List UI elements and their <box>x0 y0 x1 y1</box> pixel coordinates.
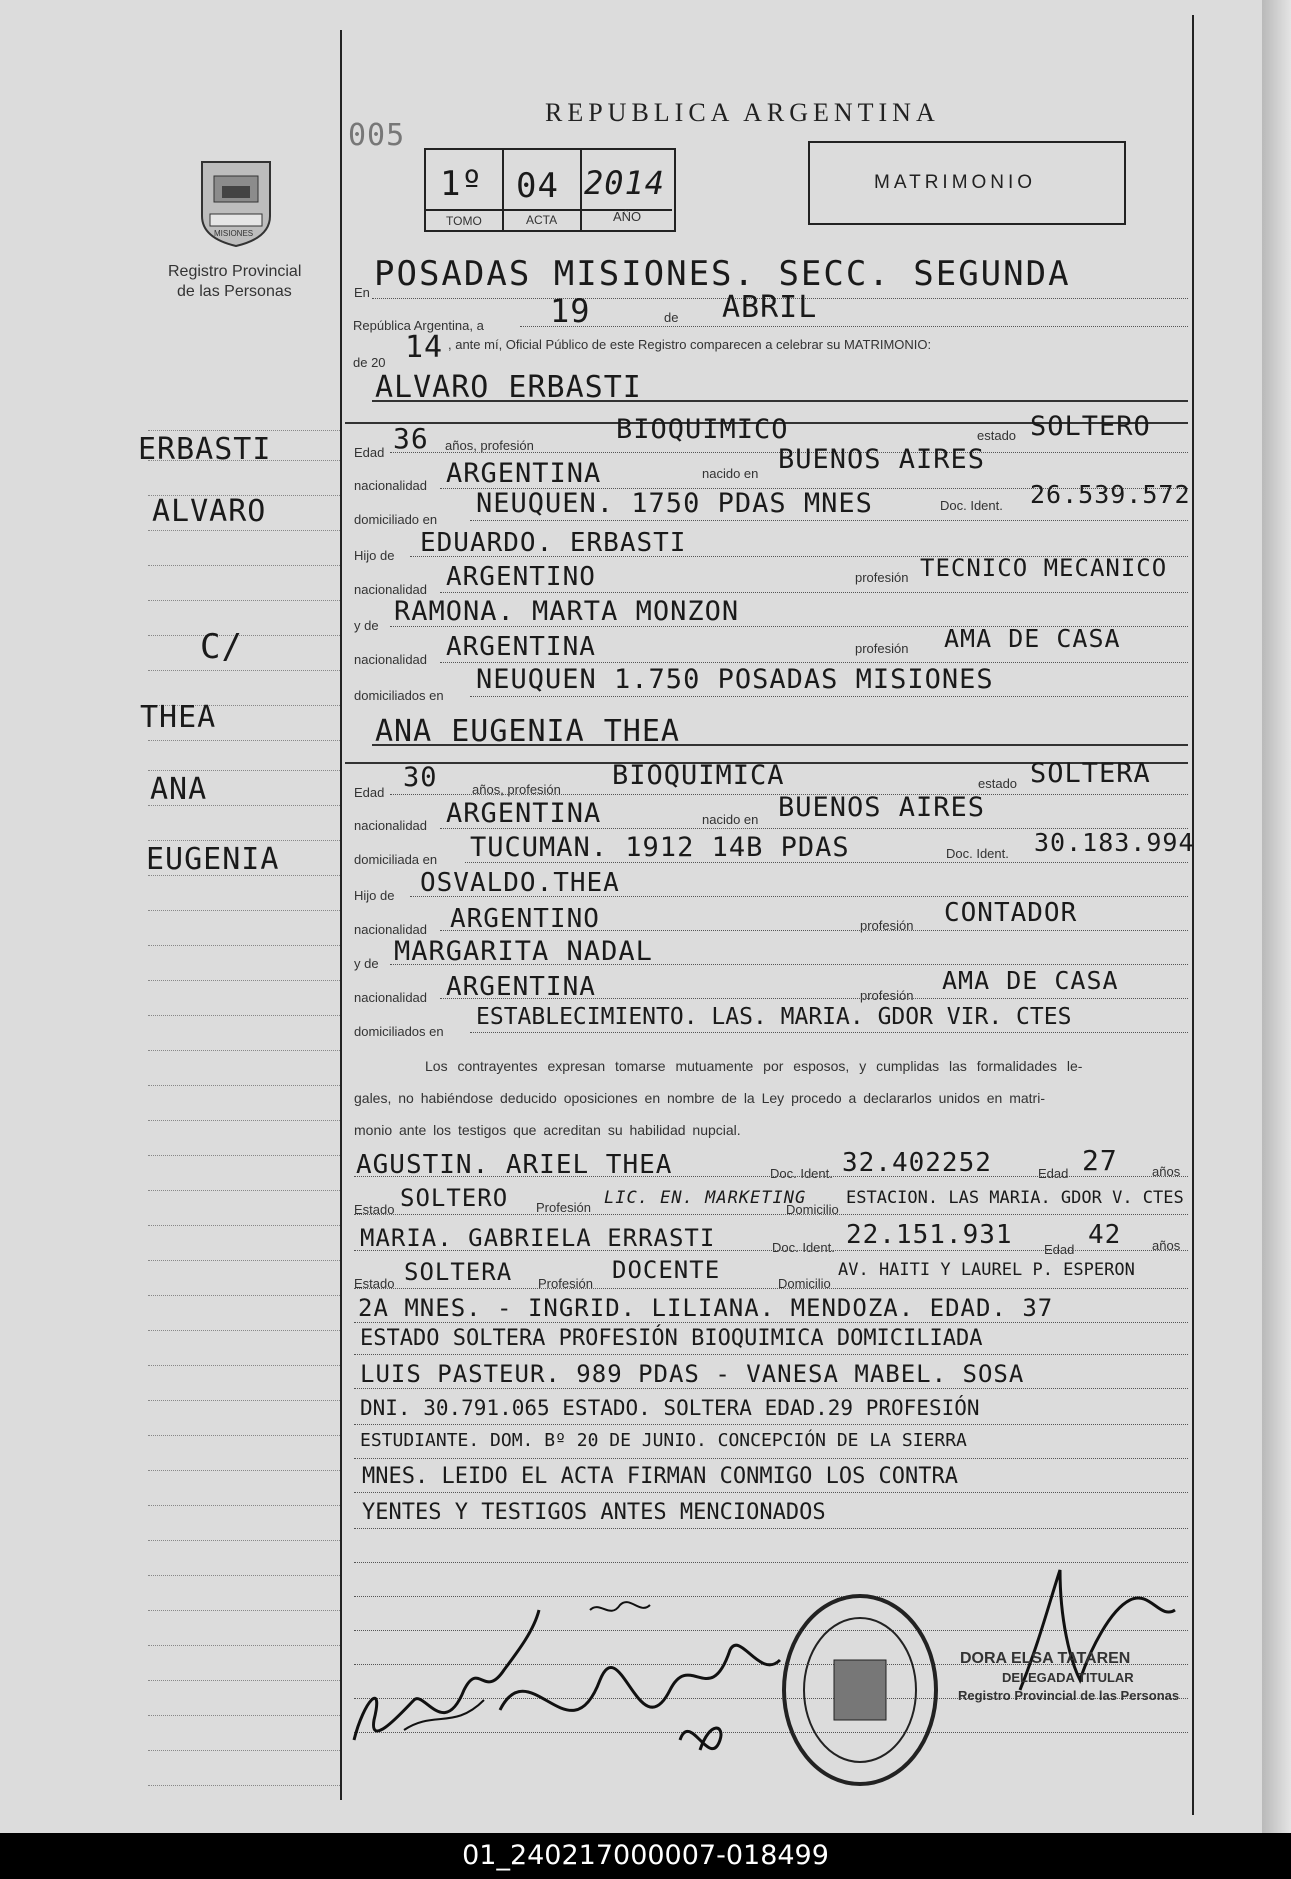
groom-profesion-label: años, profesión <box>445 438 534 453</box>
acta-box-divider <box>502 150 504 230</box>
bride-nacido-label: nacido en <box>702 812 759 827</box>
bride-profesion: BIOQUIMICA <box>612 760 785 791</box>
registry-name-line2: de las Personas <box>177 283 292 300</box>
groom-parents-dom-line <box>470 696 1188 697</box>
bride-mother: MARGARITA NADAL <box>394 936 653 967</box>
continuation-line: YENTES Y TESTIGOS ANTES MENCIONADOS <box>362 1500 826 1525</box>
registry-seal-icon <box>780 1590 940 1790</box>
anio-label: AÑO <box>613 209 642 224</box>
margin-line <box>148 1470 340 1471</box>
margin-line <box>148 1715 340 1716</box>
official-name: DORA ELSA TATAREN <box>960 1650 1131 1667</box>
groom-father-label: Hijo de <box>354 548 395 563</box>
bride-father: OSVALDO.THEA <box>420 868 620 898</box>
witness-2-name: MARIA. GABRIELA ERRASTI <box>360 1224 716 1252</box>
year-suffix: , ante mí, Oficial Público de este Registro comparecen a celebrar su MATRIMONIO: <box>448 337 932 352</box>
bride-father-prof-label: profesión <box>860 918 914 933</box>
groom-nac-label: nacionalidad <box>354 478 428 493</box>
bride-edad-label: Edad <box>354 785 385 800</box>
bride-nac-label: nacionalidad <box>354 818 428 833</box>
margin-line <box>148 1330 340 1331</box>
margin-line <box>148 1155 340 1156</box>
margin-line <box>148 980 340 981</box>
witness-1-domicilio: ESTACION. LAS MARIA. GDOR V. CTES <box>846 1188 1184 1208</box>
bride-name-line <box>372 744 1188 746</box>
groom-mother-nac-label: nacionalidad <box>354 652 428 667</box>
groom-father-nac-line <box>440 592 1188 593</box>
margin-surname-2: THEA <box>140 700 217 735</box>
groom-father-prof: TECNICO MECANICO <box>920 554 1168 582</box>
bride-father-label: Hijo de <box>354 888 395 903</box>
margin-line <box>148 1050 340 1051</box>
margin-line <box>148 840 340 841</box>
margin-line <box>148 565 340 566</box>
witness-2-prof-label: Profesión <box>538 1276 593 1291</box>
continuation-line: 2A MNES. - INGRID. LILIANA. MENDOZA. EDAD. 37 <box>358 1294 1054 1322</box>
witness-2-estado: SOLTERA <box>404 1258 513 1286</box>
crest-text: MISIONES <box>214 229 254 238</box>
groom-father-prof-label: profesión <box>855 570 909 585</box>
margin-line <box>148 1645 340 1646</box>
margin-line <box>148 1540 340 1541</box>
margin-line <box>148 1680 340 1681</box>
bride-nacionalidad: ARGENTINA <box>446 798 602 829</box>
groom-estado-label: estado <box>977 428 1017 443</box>
bride-profesion-label: años, profesión <box>472 782 561 797</box>
continuation-rule <box>354 1388 1188 1389</box>
margin-line <box>148 1295 340 1296</box>
acta-box-divider <box>580 150 582 230</box>
continuation-rule <box>354 1322 1188 1323</box>
margin-line <box>148 1260 340 1261</box>
groom-father: EDUARDO. ERBASTI <box>420 528 687 558</box>
bride-parents-dom: ESTABLECIMIENTO. LAS. MARIA. GDOR VIR. CTES <box>476 1004 1072 1030</box>
continuation-line: ESTADO SOLTERA PROFESIÓN BIOQUIMICA DOMICILIADA <box>360 1326 983 1351</box>
tomo-value: 1º <box>440 164 483 204</box>
margin-line <box>148 1015 340 1016</box>
bride-estado: SOLTERA <box>1030 758 1151 789</box>
margin-line <box>148 910 340 911</box>
margin-line <box>148 670 340 671</box>
margin-line <box>148 1785 340 1786</box>
margin-name-1: ALVARO <box>152 494 267 529</box>
witness-1-doc: 32.402252 <box>842 1148 992 1178</box>
margin-line <box>148 740 340 741</box>
groom-estado: SOLTERO <box>1030 411 1151 442</box>
left-page-border <box>340 30 342 1800</box>
groom-dom-line <box>470 520 1188 521</box>
margin-line <box>148 945 340 946</box>
margin-line <box>148 1505 340 1506</box>
page-edge <box>1262 0 1291 1833</box>
bride-mother-prof: AMA DE CASA <box>942 966 1119 995</box>
margin-line <box>148 1225 340 1226</box>
margin-line <box>148 1575 340 1576</box>
bride-mother-label: y de <box>354 956 379 971</box>
groom-parents-dom: NEUQUEN 1.750 POSADAS MISIONES <box>476 664 994 695</box>
groom-parents-dom-label: domiciliados en <box>354 688 444 703</box>
bride-doc: 30.183.994 <box>1034 828 1195 857</box>
continuation-rule <box>354 1492 1188 1493</box>
bride-edad: 30 <box>403 762 438 793</box>
margin-line <box>148 430 340 431</box>
continuation-rule <box>354 1528 1188 1529</box>
bride-mother-nac: ARGENTINA <box>446 972 596 1002</box>
acta-value: 04 <box>516 166 559 206</box>
groom-father-nac: ARGENTINO <box>446 562 596 592</box>
groom-mother-nac-line <box>440 662 1188 663</box>
bride-father-nac: ARGENTINO <box>450 904 600 934</box>
witness-2-line <box>354 1250 1188 1251</box>
bride-father-nac-line <box>440 930 1188 931</box>
witness-2-estado-label: Estado <box>354 1276 395 1291</box>
groom-edad: 36 <box>393 422 429 455</box>
de-label: de <box>664 310 679 325</box>
official-org: Registro Provincial de las Personas <box>958 1688 1180 1703</box>
month: ABRIL <box>722 290 818 325</box>
margin-line <box>148 600 340 601</box>
groom-profesion: BIOQUIMICO <box>616 414 789 445</box>
bride-dom-label: domiciliada en <box>354 852 438 867</box>
bride-estado-label: estado <box>978 776 1018 791</box>
groom-mother-nac: ARGENTINA <box>446 632 596 662</box>
witness-1-line-2 <box>354 1214 1188 1215</box>
anio-value: 2014 <box>584 164 666 202</box>
continuation-rule <box>354 1424 1188 1425</box>
witness-2-dom-label: Domicilio <box>778 1276 831 1291</box>
groom-mother: RAMONA. MARTA MONZON <box>394 596 740 627</box>
witness-2-edad-label: Edad <box>1044 1242 1075 1257</box>
groom-nacido-label: nacido en <box>702 466 759 481</box>
place: POSADAS MISIONES. SECC. SEGUNDA <box>374 254 1071 294</box>
margin-line <box>148 1610 340 1611</box>
witness-1-dom-label: Domicilio <box>786 1202 839 1217</box>
margin-name-2b: EUGENIA <box>146 842 280 877</box>
witness-1-estado-label: Estado <box>354 1202 395 1217</box>
groom-mother-label: y de <box>354 618 379 633</box>
witness-1-prof-label: Profesión <box>536 1200 591 1215</box>
margin-line <box>148 1190 340 1191</box>
registry-name-line1: Registro Provincial <box>168 263 302 280</box>
margin-line <box>148 1365 340 1366</box>
acta-label: ACTA <box>526 213 558 227</box>
official-title: DELEGADA TITULAR <box>1002 1670 1134 1685</box>
groom-domicilio: NEUQUEN. 1750 PDAS MNES <box>476 488 873 519</box>
groom-nacionalidad: ARGENTINA <box>446 458 602 489</box>
right-page-border <box>1192 15 1194 1815</box>
witness-1-line <box>354 1176 1188 1177</box>
margin-line <box>148 530 340 531</box>
groom-doc-label: Doc. Ident. <box>940 498 1003 513</box>
margin-name-2a: ANA <box>150 772 208 807</box>
bride-domicilio: TUCUMAN. 1912 14B PDAS <box>470 832 850 863</box>
witness-2-edad: 42 <box>1088 1220 1122 1250</box>
bride-parents-dom-label: domiciliados en <box>354 1024 444 1039</box>
margin-conjunction: C/ <box>200 627 243 667</box>
margin-line <box>148 1750 340 1751</box>
continuation-rule <box>354 1458 1188 1459</box>
bride-mother-nac-line <box>440 998 1188 999</box>
groom-dom-label: domiciliado en <box>354 512 438 527</box>
bride-parents-dom-line <box>470 1032 1188 1033</box>
groom-mother-prof-label: profesión <box>855 641 909 656</box>
witness-1-anios-label: años <box>1152 1164 1181 1179</box>
bride-dom-line <box>465 862 1188 863</box>
bride-mother-prof-label: profesión <box>860 988 914 1003</box>
bride-mother-nac-label: nacionalidad <box>354 990 428 1005</box>
groom-name-line <box>372 400 1188 402</box>
witness-1-doc-label: Doc. Ident. <box>770 1166 833 1181</box>
witness-2-doc: 22.151.931 <box>846 1220 1013 1250</box>
groom-name: ALVARO ERBASTI <box>375 370 642 405</box>
witness-1-estado: SOLTERO <box>400 1184 509 1212</box>
continuation-line: MNES. LEIDO EL ACTA FIRMAN CONMIGO LOS CONTRA <box>362 1464 959 1489</box>
witness-1-name: AGUSTIN. ARIEL THEA <box>356 1150 673 1180</box>
margin-line <box>148 1120 340 1121</box>
year-prefix: de 20 <box>353 355 386 370</box>
bride-doc-label: Doc. Ident. <box>946 846 1009 861</box>
declaration-line-1: Los contrayentes expresan tomarse mutuamente por esposos, y cumplidas las formalidades le- <box>425 1058 1083 1074</box>
declaration-line-2: gales, no habiéndose deducido oposiciones en nombre de la Ley procedo a declararlos unidos en matri- <box>354 1090 1045 1106</box>
footer-id: 01_240217000007-018499 <box>0 1833 1291 1879</box>
witness-1-edad-label: Edad <box>1038 1166 1069 1181</box>
bride-nacido: BUENOS AIRES <box>778 792 986 823</box>
bride-signature-icon <box>490 1590 790 1790</box>
witness-2-profesion: DOCENTE <box>612 1256 721 1284</box>
groom-edad-label: Edad <box>354 445 385 460</box>
bride-father-prof: CONTADOR <box>944 898 1078 928</box>
groom-father-nac-label: nacionalidad <box>354 582 428 597</box>
continuation-line: LUIS PASTEUR. 989 PDAS - VANESA MABEL. SOSA <box>360 1360 1025 1388</box>
continuation-line: DNI. 30.791.065 ESTADO. SOLTERA EDAD.29 PROFESIÓN <box>360 1396 980 1420</box>
day: 19 <box>550 292 591 330</box>
witness-2-doc-label: Doc. Ident. <box>772 1240 835 1255</box>
witness-1-edad: 27 <box>1082 1144 1118 1177</box>
continuation-rule <box>354 1354 1188 1355</box>
continuation-line: ESTUDIANTE. DOM. Bº 20 DE JUNIO. CONCEPCIÓN DE LA SIERRA <box>360 1430 967 1451</box>
header-title: REPUBLICA ARGENTINA <box>545 98 940 127</box>
en-label: En <box>354 285 370 300</box>
tomo-label: TOMO <box>446 214 482 228</box>
folio-number: 005 <box>348 118 406 153</box>
margin-line <box>148 1085 340 1086</box>
bride-mother-line <box>390 964 1188 965</box>
date-line <box>520 326 1188 327</box>
bride-father-line <box>410 896 1188 897</box>
margin-line <box>148 635 340 636</box>
bride-father-nac-label: nacionalidad <box>354 922 428 937</box>
margin-line <box>148 770 340 771</box>
witness-2-domicilio: AV. HAITI Y LAUREL P. ESPERON <box>838 1260 1135 1280</box>
witness-1-profesion: LIC. EN. MARKETING <box>604 1188 807 1208</box>
groom-mother-prof: AMA DE CASA <box>944 624 1121 653</box>
year: 14 <box>405 330 444 365</box>
republica-label: República Argentina, a <box>353 318 484 333</box>
witness-2-line-2 <box>354 1288 1188 1289</box>
bride-name: ANA EUGENIA THEA <box>375 714 680 749</box>
act-type-label: MATRIMONIO <box>874 172 1037 193</box>
groom-nacido: BUENOS AIRES <box>778 444 986 475</box>
groom-doc: 26.539.572 <box>1030 480 1191 509</box>
margin-surname-1: ERBASTI <box>138 432 272 467</box>
margin-line <box>148 1400 340 1401</box>
witness-2-anios-label: años <box>1152 1238 1181 1253</box>
margin-line <box>148 1435 340 1436</box>
declaration-line-3: monio ante los testigos que acreditan su habilidad nupcial. <box>354 1122 741 1138</box>
